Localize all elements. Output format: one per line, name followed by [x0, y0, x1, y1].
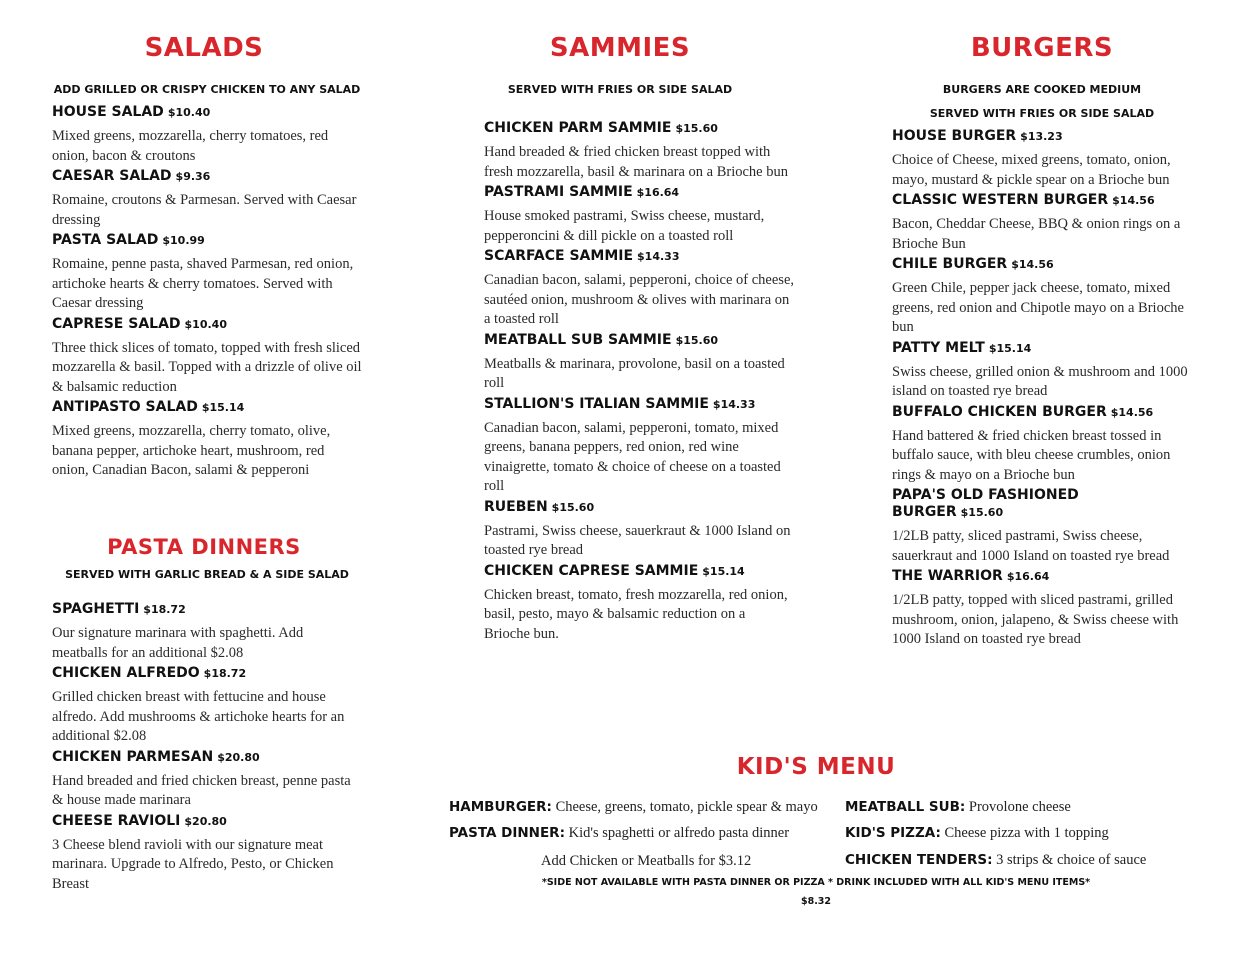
burgers-list	[892, 128, 1192, 650]
menu-item	[484, 184, 794, 246]
menu-item	[52, 168, 362, 230]
salads-subtitle: ADD GRILLED OR CRISPY CHICKEN TO ANY SALAD	[53, 83, 361, 96]
item-description: 1/2LB patty, topped with sliced pastrami, grilled mushroom, onion, jalapeno, & Swiss cheese with 1000 Island on toasted rye bread	[892, 592, 1179, 647]
menu-item	[52, 232, 362, 314]
item-description: Romaine, croutons & Parmesan. Served with Caesar dressing	[52, 192, 357, 228]
item-description: Hand battered & fried chicken breast tossed in buffalo sauce, with bleu cheese crumbles, onion rings & mayo on a Brioche bun	[892, 427, 1171, 483]
kids-item-chicken-tenders	[845, 851, 1146, 869]
item-description: Hand breaded & fried chicken breast topped with fresh mozzarella, basil & marinara on a Brioche bun	[484, 144, 788, 180]
item-name: BUFFALO CHICKEN BURGER	[892, 403, 1107, 420]
menu-item	[484, 332, 794, 394]
kids-item-desc: Provolone cheese	[968, 799, 1071, 815]
item-name: MEATBALL SUB SAMMIE	[484, 331, 672, 348]
menu-item	[892, 128, 1192, 190]
item-name: ANTIPASTO SALAD	[52, 399, 198, 415]
item-name: CHEESE RAVIOLI	[52, 812, 181, 829]
menu-item	[52, 399, 362, 481]
item-price: $16.64	[636, 186, 680, 199]
kids-item-desc: Cheese, greens, tomato, pickle spear & mayo	[555, 799, 818, 815]
item-description: Pastrami, Swiss cheese, sauerkraut & 1000 Island on toasted rye bread	[484, 522, 791, 558]
item-price: $10.40	[184, 317, 227, 331]
menu-item	[892, 487, 1192, 566]
item-name: HOUSE BURGER	[892, 128, 1017, 144]
item-description: 1/2LB patty, sliced pastrami, Swiss cheese, sauerkraut and 1000 Island on toasted rye bread	[892, 528, 1170, 564]
item-description: Hand breaded and fried chicken breast, penne pasta & house made marinara	[52, 772, 351, 808]
kids-item-name: HAMBURGER:	[449, 799, 552, 815]
item-name: RUEBEN	[484, 498, 548, 515]
item-name: CLASSIC WESTERN BURGER	[892, 192, 1109, 208]
item-name: CHICKEN PARMESAN	[52, 748, 214, 765]
item-price: $18.72	[143, 603, 186, 616]
item-price: $15.60	[675, 333, 719, 347]
kids-price: $8.32	[800, 896, 832, 907]
item-description: 3 Cheese blend ravioli with our signature meat marinara. Upgrade to Alfredo, Pesto, or Chicken Breast	[52, 836, 334, 892]
item-description: Swiss cheese, grilled onion & mushroom and 1000 island on toasted rye bread	[892, 363, 1188, 399]
sammies-section	[484, 32, 794, 644]
item-price: $15.14	[201, 401, 245, 414]
item-price: $14.56	[1110, 405, 1154, 419]
kids-item-meatball-sub	[845, 798, 1071, 816]
menu-item	[52, 749, 362, 811]
item-description: Canadian bacon, salami, pepperoni, tomato, mixed greens, banana peppers, red onion, red wine vinaigrette, tomato & choice of cheese on a toasted roll	[484, 419, 781, 494]
item-name: CAESAR SALAD	[52, 168, 172, 184]
item-price: $15.60	[675, 122, 718, 135]
kids-item-hamburger	[449, 798, 818, 816]
item-price: $15.14	[702, 564, 745, 578]
item-name: SPAGHETTI	[52, 601, 140, 617]
item-description: Chicken breast, tomato, fresh mozzarella, red onion, basil, pesto, mayo & balsamic reduction on a Brioche bun.	[484, 586, 788, 642]
item-description: Romaine, penne pasta, shaved Parmesan, red onion, artichoke hearts & cherry tomatoes. Served with Caesar dressing	[52, 256, 354, 311]
menu-item	[892, 404, 1192, 486]
menu-item	[52, 665, 362, 747]
item-name: CHILE BURGER	[892, 256, 1008, 272]
item-price: $14.33	[637, 250, 680, 263]
item-description: Choice of Cheese, mixed greens, tomato, onion, mayo, mustard & pickle spear on a Brioche bun	[892, 152, 1171, 188]
menu-item	[52, 813, 362, 895]
item-name: SCARFACE SAMMIE	[484, 248, 634, 264]
item-name: CHICKEN CAPRESE SAMMIE	[484, 562, 699, 579]
menu-item	[892, 568, 1192, 650]
burgers-subtitle: BURGERS ARE COOKED MEDIUM	[942, 83, 1142, 96]
item-name: PATTY MELT	[892, 339, 985, 356]
kids-item-desc: Cheese pizza with 1 topping	[944, 825, 1109, 841]
item-name: CAPRESE SALAD	[52, 315, 181, 332]
item-description: Green Chile, pepper jack cheese, tomato, mixed greens, red onion and Chipotle mayo on a Brioche bun	[892, 280, 1184, 335]
kids-item-name: PASTA DINNER:	[449, 825, 565, 841]
menu-item	[52, 316, 362, 398]
pasta-list	[52, 601, 362, 894]
item-description: Bacon, Cheddar Cheese, BBQ & onion rings on a Brioche Bun	[892, 216, 1181, 252]
menu-item	[484, 563, 794, 645]
menu-item	[892, 192, 1192, 254]
kids-item-name: MEATBALL SUB:	[845, 799, 966, 815]
item-description: Mixed greens, mozzarella, cherry tomatoes, red onion, bacon & croutons	[52, 128, 329, 164]
burgers-title: BURGERS	[970, 33, 1114, 63]
kids-title: KID'S MENU	[736, 754, 896, 780]
item-name: HOUSE SALAD	[52, 104, 164, 120]
sammies-title: SAMMIES	[549, 33, 691, 63]
kids-item-desc: 3 strips & choice of sauce	[996, 852, 1147, 868]
item-price: $15.14	[988, 341, 1032, 355]
item-price: $10.99	[162, 234, 205, 247]
item-name: CHICKEN ALFREDO	[52, 665, 200, 681]
item-description: Three thick slices of tomato, topped with fresh sliced mozzarella & basil. Topped with a drizzle of olive oil & balsamic reduction	[52, 339, 362, 395]
menu-item	[52, 104, 362, 166]
menu-item	[484, 248, 794, 330]
sammies-subtitle: SERVED WITH FRIES OR SIDE SALAD	[507, 83, 733, 96]
item-price: $20.80	[217, 750, 260, 764]
burgers-subtitle-2: SERVED WITH FRIES OR SIDE SALAD	[929, 107, 1155, 120]
item-price: $14.56	[1112, 194, 1155, 207]
item-price: $14.33	[712, 397, 756, 411]
item-name: STALLION'S ITALIAN SAMMIE	[484, 395, 709, 412]
pasta-title: PASTA DINNERS	[107, 535, 301, 559]
burgers-section	[892, 32, 1192, 650]
item-name: PASTA SALAD	[52, 232, 159, 248]
item-name: THE WARRIOR	[892, 568, 1003, 584]
menu-item	[892, 340, 1192, 402]
salads-section	[52, 32, 362, 481]
kids-note: *SIDE NOT AVAILABLE WITH PASTA DINNER OR PIZZA * DRINK INCLUDED WITH ALL KID'S MENU ITEMS*	[541, 877, 1091, 888]
item-description: Canadian bacon, salami, pepperoni, choice of cheese, sautéed onion, mushroom & olives with marinara on a toasted roll	[484, 272, 795, 327]
item-description: Grilled chicken breast with fettucine and house alfredo. Add mushrooms & artichoke hearts for an additional $2.08	[52, 689, 345, 744]
item-description: Meatballs & marinara, provolone, basil on a toasted roll	[484, 355, 785, 391]
salads-title: SALADS	[144, 33, 264, 63]
item-price: $9.36	[175, 170, 211, 183]
item-description: House smoked pastrami, Swiss cheese, mustard, pepperoncini & dill pickle on a toasted roll	[484, 208, 765, 244]
menu-item	[892, 256, 1192, 338]
menu-item	[52, 601, 362, 663]
menu-item	[484, 120, 794, 182]
item-price: $16.64	[1006, 570, 1050, 583]
item-description: Mixed greens, mozzarella, cherry tomato, olive, banana pepper, artichoke heart, mushroom, red onion, Canadian Bacon, salami & pepperoni	[52, 423, 331, 478]
kids-item-desc: Kid's spaghetti or alfredo pasta dinner	[568, 825, 790, 841]
sammies-list	[484, 120, 794, 644]
pasta-section	[52, 533, 362, 894]
item-price: $18.72	[203, 667, 247, 680]
pasta-subtitle: SERVED WITH GARLIC BREAD & A SIDE SALAD	[65, 568, 349, 581]
kids-item-name: CHICKEN TENDERS:	[845, 852, 993, 868]
item-name: PAPA'S OLD FASHIONED BURGER	[892, 487, 1079, 520]
kids-item-pizza	[845, 824, 1109, 842]
item-name: PASTRAMI SAMMIE	[484, 184, 633, 200]
item-price: $15.60	[551, 500, 595, 514]
kids-addon: Add Chicken or Meatballs for $3.12	[541, 853, 752, 869]
item-price: $14.56	[1011, 258, 1054, 271]
menu-item	[484, 499, 794, 561]
item-price: $10.40	[167, 106, 211, 119]
menu-item	[484, 396, 794, 497]
kids-item-pasta	[449, 824, 789, 842]
item-name: CHICKEN PARM SAMMIE	[484, 120, 672, 136]
item-description: Our signature marinara with spaghetti. Add meatballs for an additional $2.08	[52, 625, 304, 661]
item-price: $20.80	[184, 814, 227, 828]
item-price: $15.60	[960, 506, 1004, 519]
salads-list	[52, 104, 362, 481]
item-price: $13.23	[1020, 130, 1063, 143]
kids-item-name: KID'S PIZZA:	[845, 825, 941, 841]
